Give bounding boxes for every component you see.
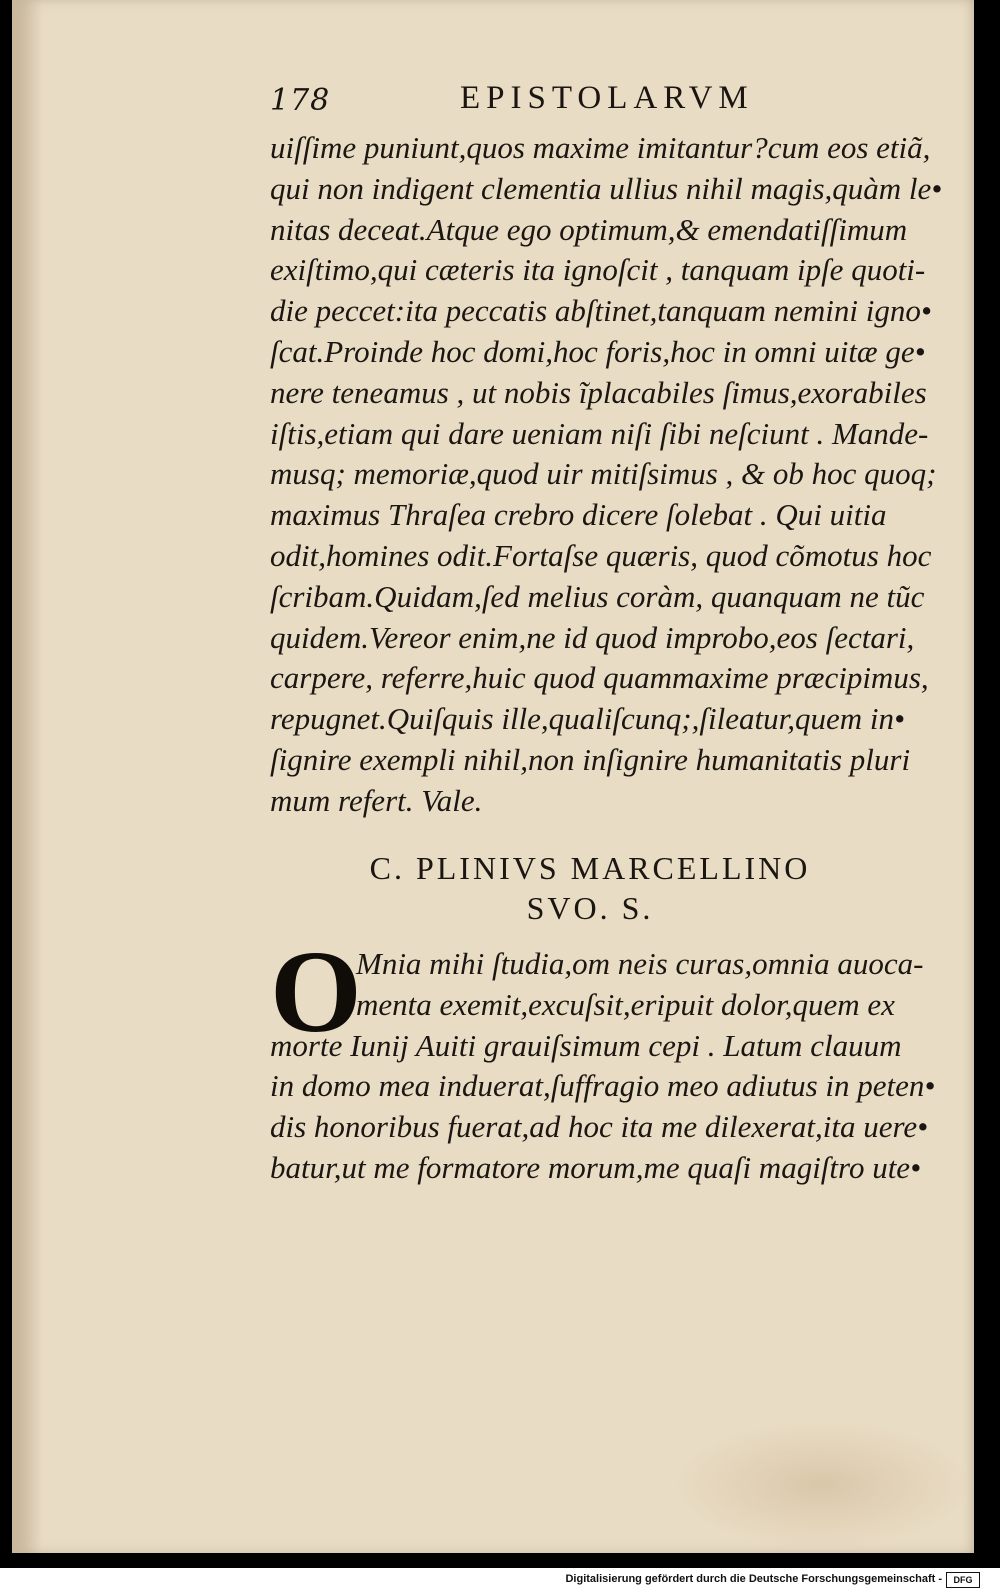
text-line: odit,homines odit.Fortaſse quæris, quod cõmotus hoc: [270, 537, 932, 573]
text-line: carpere, referre,huic quod quammaxime præcipimus,: [270, 660, 929, 696]
letter-text: [270, 926, 936, 1189]
text-line: morte Iunij Auiti grauiſsimum cepi . Latum clauum: [270, 1027, 902, 1063]
text-line: in domo mea induerat,ſuffragio meo adiutus in peten•: [270, 1068, 936, 1104]
digitization-credit: Digitalisierung gefördert durch die Deutsche Forschungsgemeinschaft -: [565, 1573, 942, 1585]
text-line: repugnet.Quiſquis ille,qualiſcunq;,ſileatur,quem in•: [270, 701, 905, 737]
page-gutter-shadow: [12, 0, 42, 1553]
text-line: iſtis,etiam qui dare ueniam niſi ſibi neſciunt . Mande-: [270, 415, 929, 451]
text-line: ſcribam.Quidam,ſed melius coràm, quanquam ne tũc: [270, 578, 925, 614]
text-line: ſcat.Proinde hoc domi,hoc foris,hoc in omni uitæ ge•: [270, 333, 926, 369]
text-line: die peccet:ita peccatis abſtinet,tanquam nemini igno•: [270, 293, 932, 329]
text-line: ſignire exempli nihil,non inſignire humanitatis pluri: [270, 741, 911, 777]
text-line: exiſtimo,qui cæteris ita ignoſcit , tanquam ipſe quoti-: [270, 252, 926, 288]
dfg-logo: DFG: [946, 1572, 980, 1588]
page-number: 178: [270, 83, 331, 118]
text-line: mum refert. Vale.: [270, 782, 483, 818]
letter-heading-line1: C. PLINIVS MARCELLINO: [369, 850, 811, 886]
text-line: qui non indigent clementia ullius nihil magis,quàm le•: [270, 170, 943, 206]
text-line: musq; memoriæ,quod uir mitiſsimus , & ob hoc quoq;: [270, 456, 937, 492]
text-line: dis honoribus fuerat,ad hoc ita me dilexerat,ita uere•: [270, 1109, 929, 1145]
letter-heading-line2: SVO. S.: [526, 890, 654, 926]
text-line: quidem.Vereor enim,ne id quod improbo,eos ſectari,: [270, 619, 915, 655]
text-line: maximus Thraſea crebro dicere ſolebat . Qui uitia: [270, 497, 887, 533]
text-line: nitas deceat.Atque ego optimum,& emendatiſſimum: [270, 211, 908, 247]
drop-cap-initial: O: [270, 926, 362, 1057]
text-line: uiſſime puniunt,quos maxime imitantur?cum eos etiã,: [270, 130, 931, 165]
text-line: nere teneamus , ut nobis ĩplacabiles ſimus,exorabiles: [270, 374, 927, 410]
body-text: [270, 128, 943, 822]
text-line: Mnia mihi ſtudia,om neis curas,omnia auoca-: [356, 946, 924, 981]
running-head: EPISTOLARVM: [460, 80, 754, 116]
text-line: batur,ut me formatore morum,me quaſi magiſtro ute•: [270, 1149, 921, 1185]
paper-stain: [672, 1420, 972, 1550]
text-line: menta exemit,excuſsit,eripuit dolor,quem ex: [356, 986, 895, 1022]
